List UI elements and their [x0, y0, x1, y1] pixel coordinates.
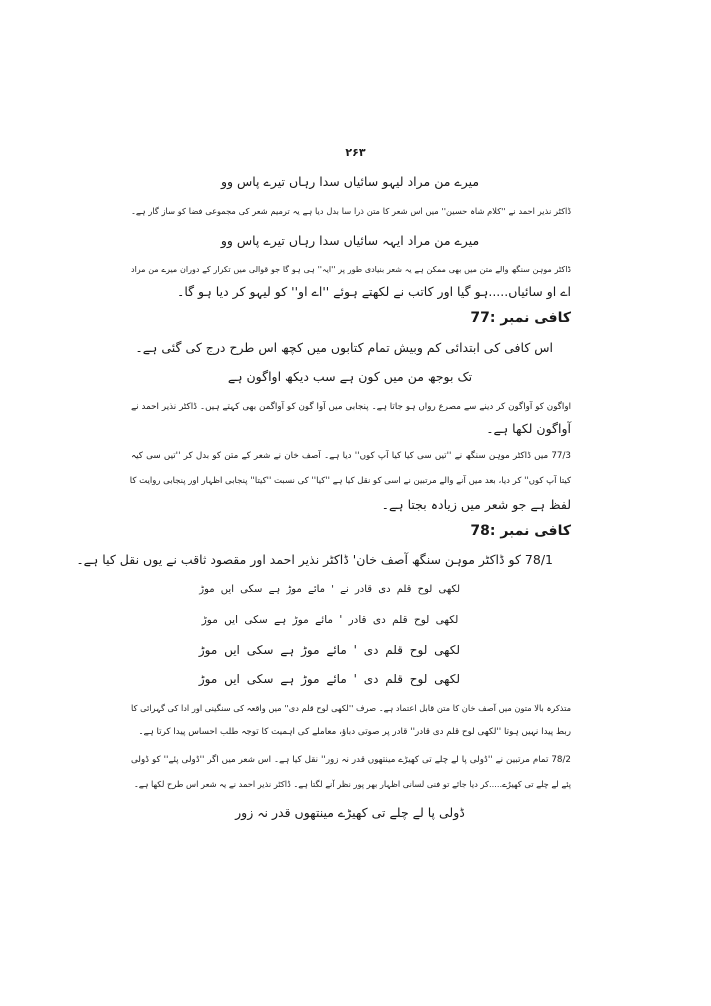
page-number: ۲۶۳ [345, 146, 366, 159]
paragraph-line: 78/1 کو ڈاکٹر موہن سنگھ آصف خان' ڈاکٹر نذیر احمد اور مقصود ثاقب نے یوں نقل کیا ہے۔ [76, 552, 553, 567]
verse-line: تک بوجھ من میں کون ہے سب دیکھ اواگون ہے [227, 369, 473, 384]
paragraph-line: ربط پیدا نہیں ہوتا ''لکھی لوح قلم دی قادر'' قادر پر صوتی دباؤ، معاملے کی اہمیت کا توجہ طلب احساس پیدا کرتا ہے۔ [138, 727, 571, 737]
heading-label: کافی نمبر [500, 523, 571, 539]
paragraph-line: اس کافی کی ابتدائی کم وبیش تمام کتابوں میں کچھ اس طرح درج کی گئی ہے۔ [135, 340, 553, 355]
section-heading-77 [470, 309, 571, 327]
paragraph-line: 78/2 تمام مرتبین نے ''ڈولی پا لے چلے تی کھیڑے مینتھوں قدر نہ زور'' نقل کیا ہے۔ اس شعر میں اگر ''ڈولی پئے'' کو ڈولی [131, 755, 571, 765]
paragraph-line: آواگون لکھا ہے۔ [486, 421, 571, 436]
heading-number: 77: [470, 310, 496, 326]
heading-number: 78: [470, 523, 496, 539]
section-heading-78 [470, 522, 571, 540]
verse-line: لکھی لوح قلم دی ' مائے موڑ ہے سکی ایں موڑ [198, 672, 460, 686]
verse-line: لکھی لوح قلم دی قادر نے ' مائے موڑ ہے سکی ایں موڑ [199, 584, 460, 595]
heading-label: کافی نمبر [500, 310, 571, 326]
verse-line: لکھی لوح قلم دی ' مائے موڑ ہے سکی ایں موڑ [198, 643, 460, 657]
paragraph-line: 77/3 میں ڈاکٹر موہن سنگھ نے ''تیں سی کیا کیا آپ کوں'' دیا ہے۔ آصف خان نے شعر کے متن کو بدل کر ''تیں سی کیہ [131, 451, 571, 461]
verse-line: میرے من مراد ایہہ سائیاں سدا رہاں تیرے پاس وو [220, 233, 480, 248]
verse-line: میرے من مراد لیہو سائیاں سدا رہاں تیرے پاس وو [220, 174, 480, 189]
paragraph-line: ڈاکٹر موہن سنگھ والے متن میں بھی ممکن ہے یہ شعر بنیادی طور پر ''ایہ'' ہی ہو گا جو قوالی میں تکرار کے دوران میرے من مراد [131, 265, 571, 274]
paragraph-line: اواگون کو آواگون کر دینے سے مصرع رواں ہو جاتا ہے۔ پنجابی میں آوا گون کو آواگمن بھی کہتے ہیں۔ ڈاکٹر نذیر احمد نے [131, 402, 571, 412]
paragraph-line: ڈاکٹر نذیر احمد نے ''کلام شاہ حسین'' میں اس شعر کا متن ذرا سا بدل دیا ہے یہ ترمیم شعر کی مجموعی فضا کو ساز گار ہے۔ [131, 206, 571, 216]
paragraph-line: پئے لے چلے تی کھیڑے.....کر دیا جائے تو فنی لسانی اظہار بھر پور نظر آنے لگتا ہے۔ ڈاکٹر نذیر احمد نے یہ شعر اس طرح لکھا ہے۔ [133, 779, 571, 789]
paragraph-line: کیتا آپ کوں'' کر دیا، بعد میں آنے والے مرتبین نے اسی کو نقل کیا ہے ''کیا'' کی نسبت ''کیتا'' پنجابی اظہار اور پنجابی روایت کا [129, 476, 571, 486]
paragraph-line: متذکرہ بالا متون میں آصف خان کا متن قابل اعتماد ہے۔ صرف ''لکھی لوح قلم دی'' میں واقعہ کی سنگینی اور ادا کی گہرائی کا [131, 703, 571, 713]
paragraph-line: لفظ ہے جو شعر میں زیادہ بجتا ہے۔ [381, 497, 571, 512]
verse-line: ڈولی پا لے چلے تی کھیڑے مینتھوں قدر نہ زور [235, 805, 465, 820]
verse-line: لکھی لوح قلم دی قادر ' مائے موڑ ہے سکی ایں موڑ [201, 614, 459, 626]
paragraph-line: اے او سائیاں.....ہو گیا اور کاتب نے لکھتے ہوئے ''اے او'' کو لیہو کر دیا ہو گا۔ [177, 284, 571, 299]
